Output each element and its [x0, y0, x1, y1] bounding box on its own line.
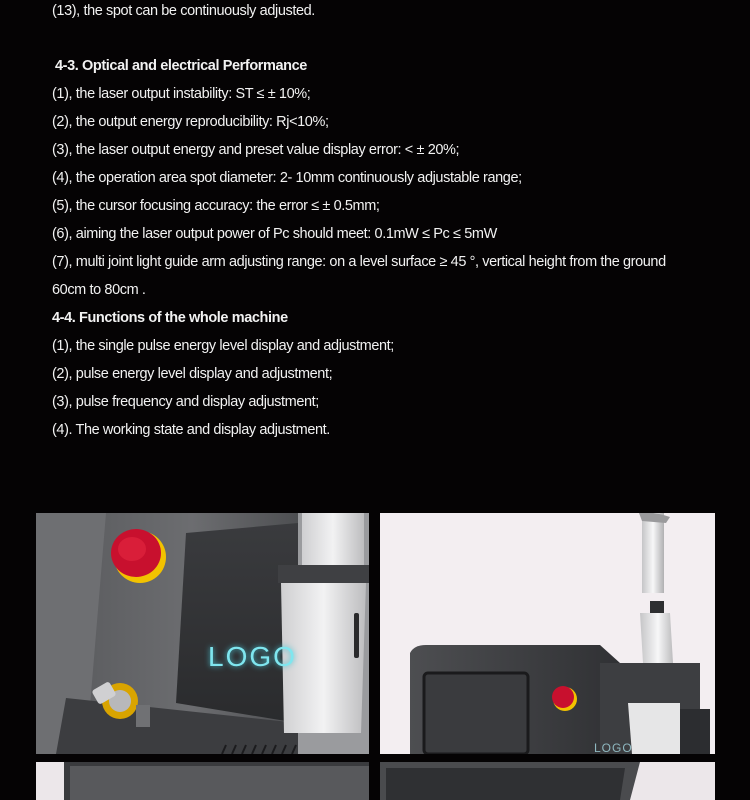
lower-left-illustration [36, 762, 369, 800]
spec-item: (6), aiming the laser output power of Pc should meet: 0.1mW ≤ Pc ≤ 5mW [52, 226, 497, 242]
machine-closeup-illustration [36, 513, 369, 754]
logo-right: LOGO [594, 741, 633, 754]
spec-item: (4), the operation area spot diameter: 2- 10mm continuously adjustable range; [52, 170, 522, 186]
lower-right-photo [380, 762, 715, 800]
logo-left: LOGO [208, 641, 297, 672]
spec-item: (1), the single pulse energy level display and adjustment; [52, 338, 394, 354]
machine-full-illustration [380, 513, 715, 754]
spec-item: (5), the cursor focusing accuracy: the error ≤ ± 0.5mm; [52, 198, 380, 214]
spec-item: (4). The working state and display adjustment. [52, 422, 330, 438]
spec-line-13: (13), the spot can be continuously adjusted. [52, 3, 315, 19]
lower-left-photo [36, 762, 369, 800]
machine-closeup-photo [36, 513, 369, 754]
lower-right-illustration [380, 762, 715, 800]
spec-item-continuation: 60cm to 80cm . [52, 282, 146, 298]
spec-item: (3), the laser output energy and preset value display error: < ± 20%; [52, 142, 460, 158]
machine-full-photo [380, 513, 715, 754]
spec-item: (2), the output energy reproducibility: Rj<10%; [52, 114, 329, 130]
spec-item: (7), multi joint light guide arm adjusting range: on a level surface ≥ 45 °, vertical height from the ground [52, 254, 666, 270]
spec-item: (3), pulse frequency and display adjustment; [52, 394, 319, 410]
section-heading-4-3: 4-3. Optical and electrical Performance [55, 58, 307, 74]
spec-item: (2), pulse energy level display and adjustment; [52, 366, 333, 382]
section-heading-4-4: 4-4. Functions of the whole machine [52, 310, 288, 326]
spec-item: (1), the laser output instability: ST ≤ ± 10%; [52, 86, 311, 102]
